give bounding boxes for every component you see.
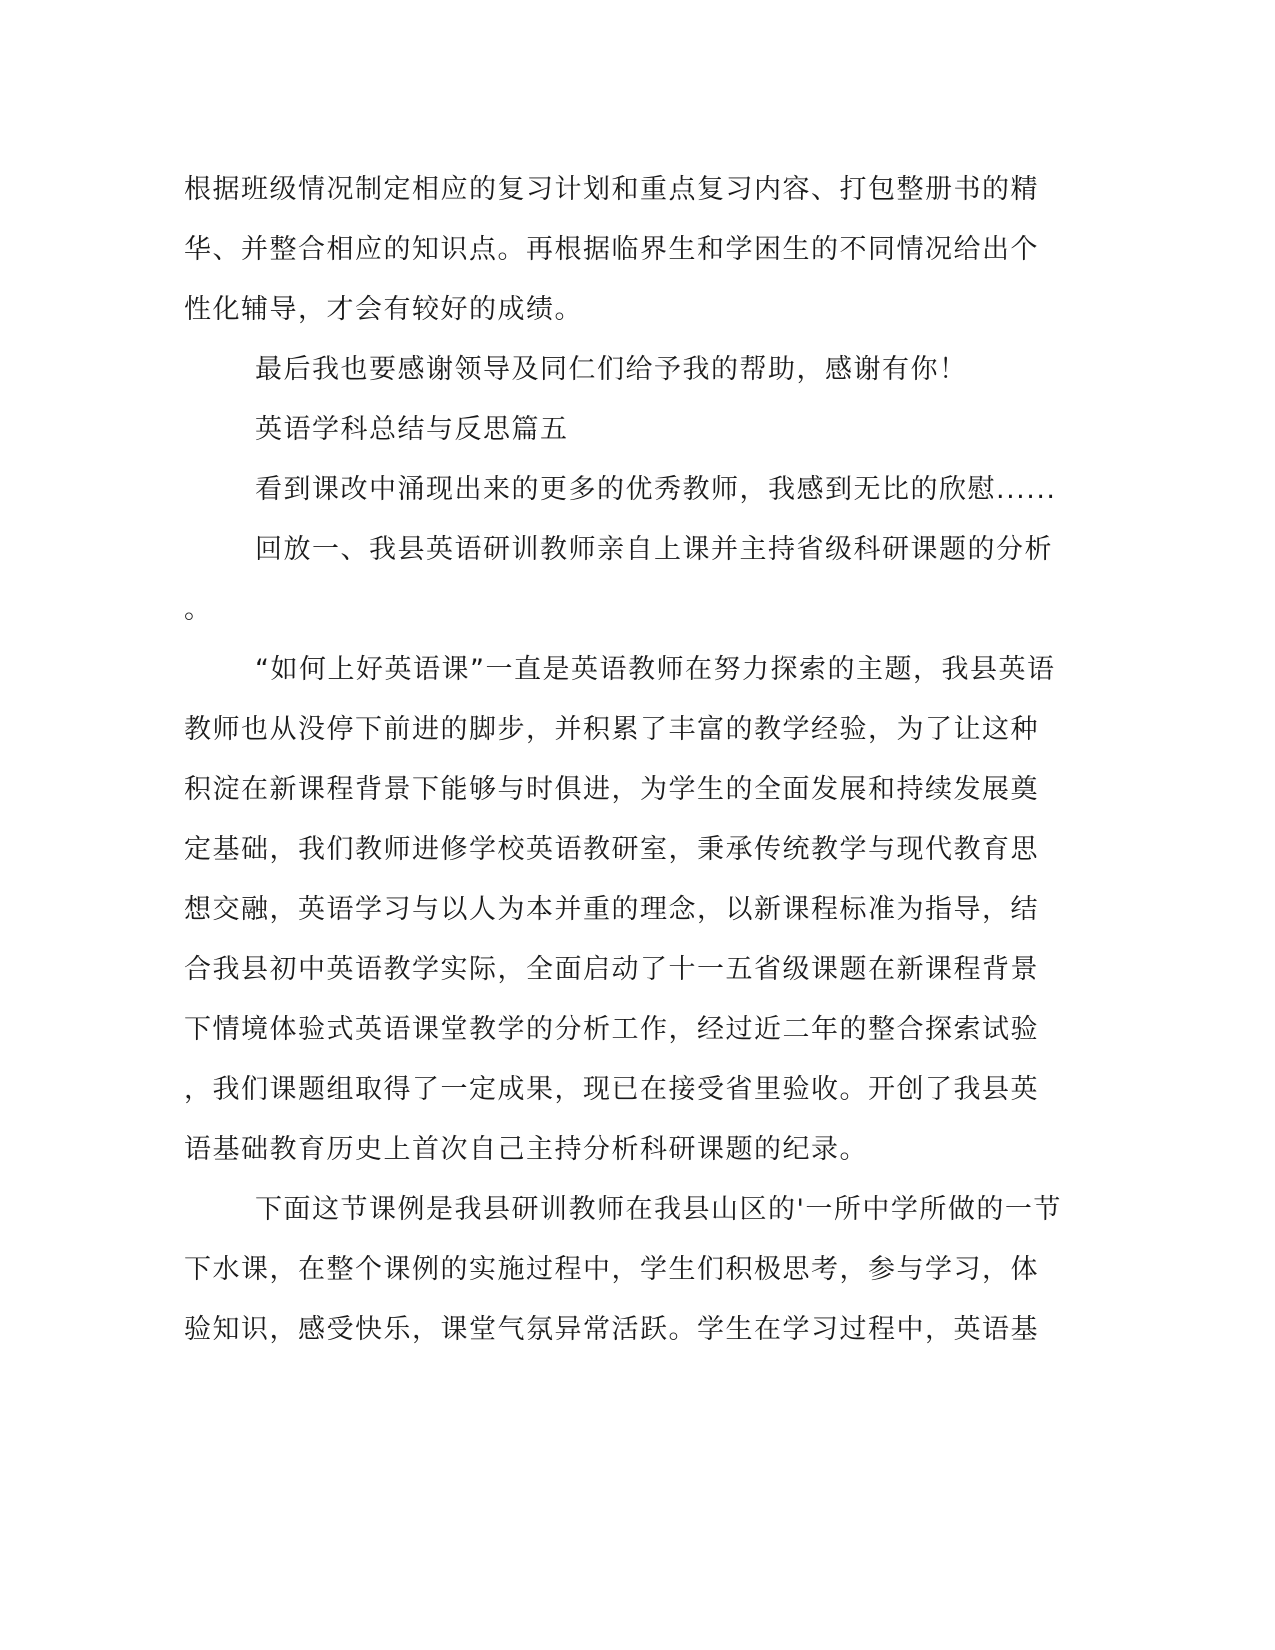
paragraph-line: 积淀在新课程背景下能够与时俱进，为学生的全面发展和持续发展奠 (184, 774, 1039, 805)
document-body (184, 160, 1062, 1360)
section-heading: 英语学科总结与反思篇五 (255, 414, 569, 445)
paragraph-line: 定基础，我们教师进修学校英语教研室，秉承传统教学与现代教育思 (184, 834, 1039, 865)
paragraph-line: 。 (184, 594, 213, 625)
paragraph-line: ，我们课题组取得了一定成果，现已在接受省里验收。开创了我县英 (184, 1074, 1039, 1105)
paragraph-line: 合我县初中英语教学实际，全面启动了十一五省级课题在新课程背景 (184, 954, 1039, 985)
paragraph-line: 根据班级情况制定相应的复习计划和重点复习内容、打包整册书的精 (184, 174, 1039, 205)
paragraph-line: 性化辅导，才会有较好的成绩。 (184, 294, 583, 325)
paragraph-line: 教师也从没停下前进的脚步，并积累了丰富的教学经验，为了让这种 (184, 714, 1039, 745)
paragraph-line: 看到课改中涌现出来的更多的优秀教师，我感到无比的欣慰...... (255, 474, 1057, 505)
paragraph-line: 下面这节课例是我县研训教师在我县山区的'一所中学所做的一节 (255, 1194, 1062, 1225)
paragraph-line: 华、并整合相应的知识点。再根据临界生和学困生的不同情况给出个 (184, 234, 1039, 265)
paragraph-line: 验知识，感受快乐，课堂气氛异常活跃。学生在学习过程中，英语基 (184, 1314, 1039, 1345)
paragraph-line: 语基础教育历史上首次自己主持分析科研课题的纪录。 (184, 1134, 868, 1165)
paragraph-line: 下水课，在整个课例的实施过程中，学生们积极思考，参与学习，体 (184, 1254, 1039, 1285)
paragraph-line: “如何上好英语课”一直是英语教师在努力探索的主题，我县英语 (255, 654, 1056, 685)
paragraph-line: 最后我也要感谢领导及同仁们给予我的帮助，感谢有你！ (255, 354, 968, 385)
paragraph-line: 回放一、我县英语研训教师亲自上课并主持省级科研课题的分析 (255, 534, 1053, 565)
paragraph-line: 想交融，英语学习与以人为本并重的理念，以新课程标准为指导，结 (184, 894, 1039, 925)
paragraph-line: 下情境体验式英语课堂教学的分析工作，经过近二年的整合探索试验 (184, 1014, 1039, 1045)
